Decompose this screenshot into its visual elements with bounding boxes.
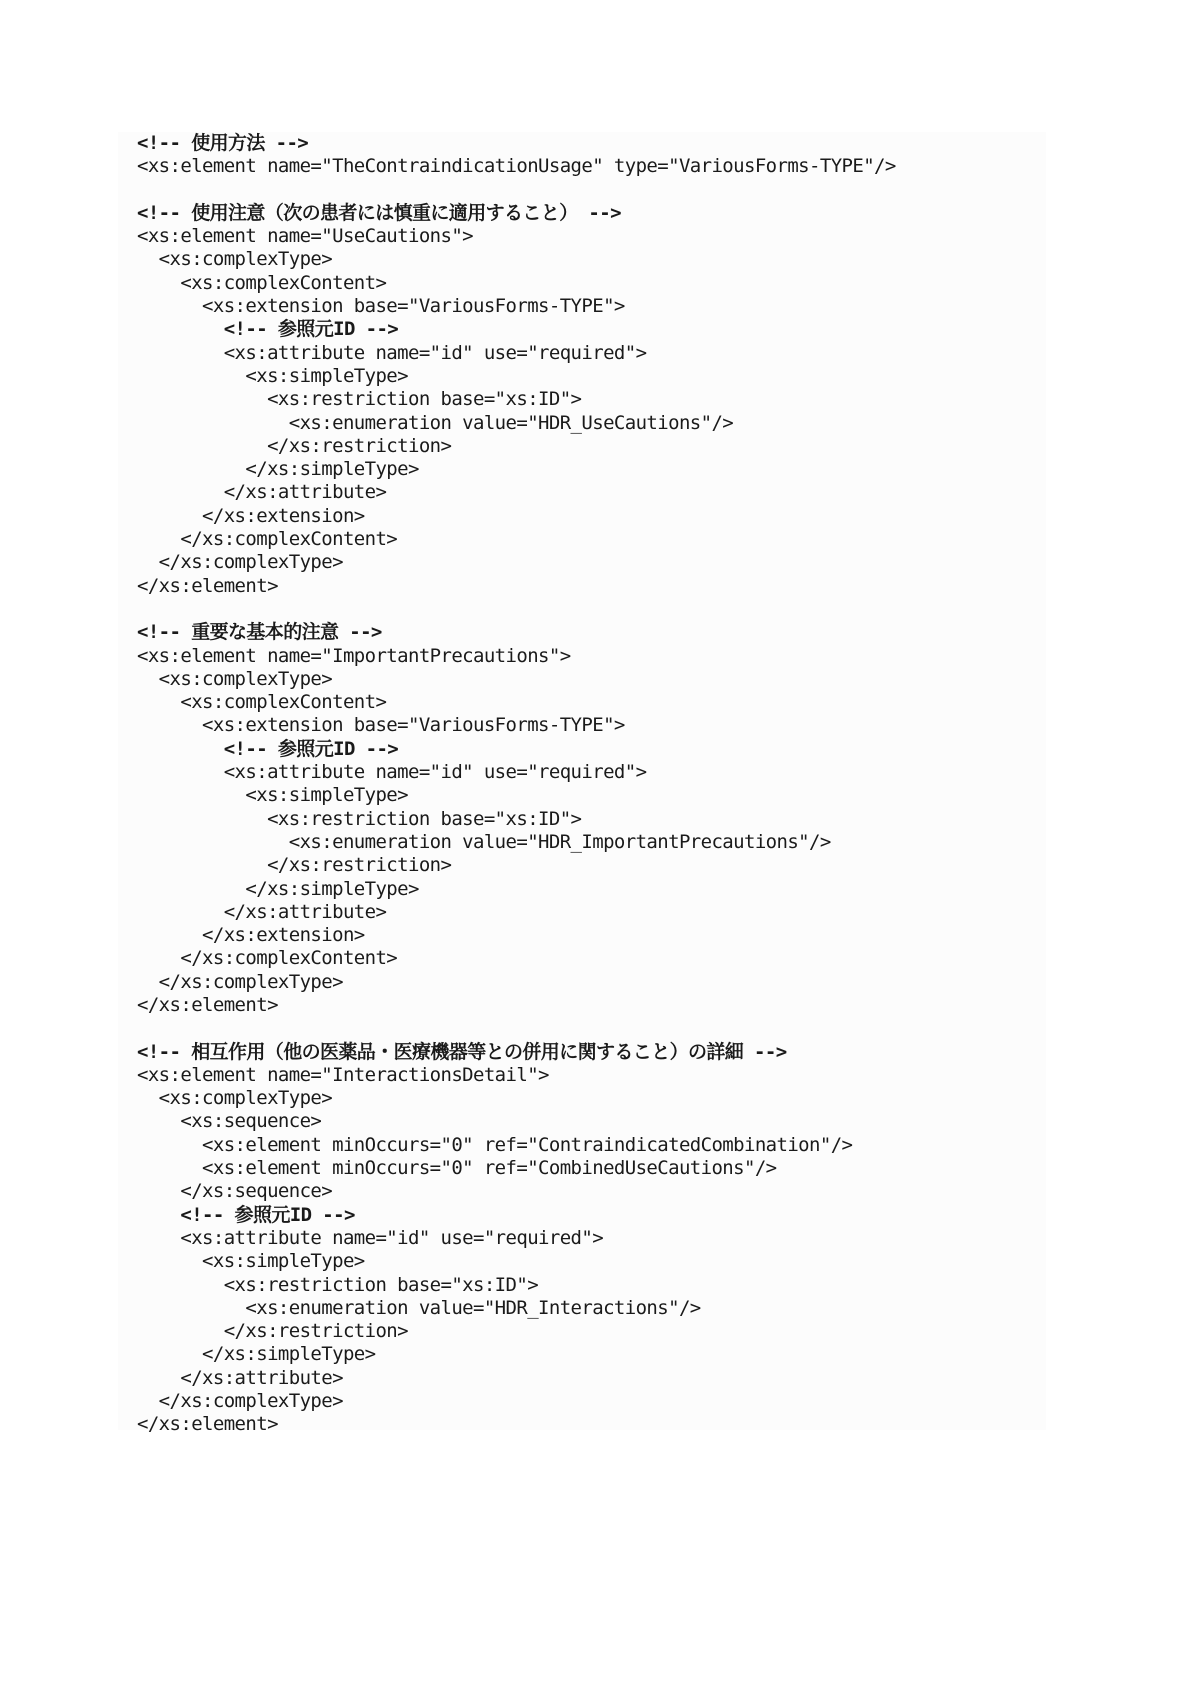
code-line: </xs:attribute>	[137, 481, 387, 504]
code-comment-line: <!-- 重要な基本的注意 -->	[137, 621, 382, 644]
code-line: </xs:extension>	[137, 924, 365, 947]
code-line: </xs:element>	[137, 574, 278, 597]
code-line: </xs:complexContent>	[137, 528, 398, 551]
code-line: </xs:attribute>	[137, 1366, 343, 1389]
code-line: <xs:attribute name="id" use="required">	[137, 761, 647, 784]
code-line: </xs:element>	[137, 1413, 278, 1436]
code-line: <xs:simpleType>	[137, 364, 408, 387]
code-line: <xs:complexContent>	[137, 691, 387, 714]
code-line: <xs:sequence>	[137, 1110, 322, 1133]
code-line: <xs:complexContent>	[137, 271, 387, 294]
code-line: <xs:complexType>	[137, 248, 333, 271]
code-line: </xs:restriction>	[137, 1320, 408, 1343]
code-line: </xs:restriction>	[137, 854, 452, 877]
code-line: </xs:element>	[137, 993, 278, 1016]
code-line: </xs:simpleType>	[137, 458, 419, 481]
code-line: <xs:element name="TheContraindicationUsage" type="VariousForms-TYPE"/>	[137, 155, 896, 178]
code-line: </xs:attribute>	[137, 900, 387, 923]
code-line: <xs:restriction base="xs:ID">	[137, 807, 582, 830]
code-listing-panel	[118, 132, 1046, 1436]
code-line: <xs:extension base="VariousForms-TYPE">	[137, 714, 625, 737]
code-comment-line: <!-- 参照元ID -->	[137, 318, 399, 341]
code-line: <xs:extension base="VariousForms-TYPE">	[137, 295, 625, 318]
code-line: </xs:restriction>	[137, 434, 452, 457]
code-line: <xs:restriction base="xs:ID">	[137, 388, 582, 411]
code-line: </xs:simpleType>	[137, 877, 419, 900]
code-line: <xs:element name="UseCautions">	[137, 225, 474, 248]
code-line: <xs:enumeration value="HDR_ImportantPrecautions"/>	[137, 830, 831, 853]
code-line: <xs:enumeration value="HDR_Interactions"/>	[137, 1296, 701, 1319]
code-line: <xs:complexType>	[137, 667, 333, 690]
code-line: </xs:complexType>	[137, 1390, 343, 1413]
code-line: <xs:simpleType>	[137, 784, 408, 807]
code-line: </xs:sequence>	[137, 1180, 333, 1203]
code-line: <xs:element name="ImportantPrecautions">	[137, 644, 571, 667]
code-line: <xs:element minOccurs="0" ref="CombinedUseCautions"/>	[137, 1157, 777, 1180]
code-line: </xs:simpleType>	[137, 1343, 376, 1366]
code-comment-line: <!-- 参照元ID -->	[137, 1203, 355, 1226]
code-line: <xs:attribute name="id" use="required">	[137, 341, 647, 364]
code-comment-line: <!-- 使用注意（次の患者には慎重に適用すること） -->	[137, 201, 621, 224]
code-line: <xs:element minOccurs="0" ref="ContraindicatedCombination"/>	[137, 1133, 853, 1156]
code-line: <xs:restriction base="xs:ID">	[137, 1273, 539, 1296]
code-line: <xs:attribute name="id" use="required">	[137, 1226, 604, 1249]
code-line: </xs:complexContent>	[137, 947, 398, 970]
code-comment-line: <!-- 使用方法 -->	[137, 132, 309, 154]
code-comment-line: <!-- 参照元ID -->	[137, 737, 399, 760]
blank-line	[137, 598, 896, 621]
code-line: </xs:extension>	[137, 504, 365, 527]
code-line: </xs:complexType>	[137, 970, 343, 993]
code-line: </xs:complexType>	[137, 551, 343, 574]
code-line: <xs:simpleType>	[137, 1250, 365, 1273]
code-comment-line: <!-- 相互作用（他の医薬品・医療機器等との併用に関すること）の詳細 -->	[137, 1040, 787, 1063]
code-line: <xs:complexType>	[137, 1087, 333, 1110]
xml-schema-code	[137, 132, 896, 1437]
code-line: <xs:element name="InteractionsDetail">	[137, 1063, 549, 1086]
blank-line	[137, 179, 896, 202]
blank-line	[137, 1017, 896, 1040]
code-line: <xs:enumeration value="HDR_UseCautions"/>	[137, 411, 734, 434]
